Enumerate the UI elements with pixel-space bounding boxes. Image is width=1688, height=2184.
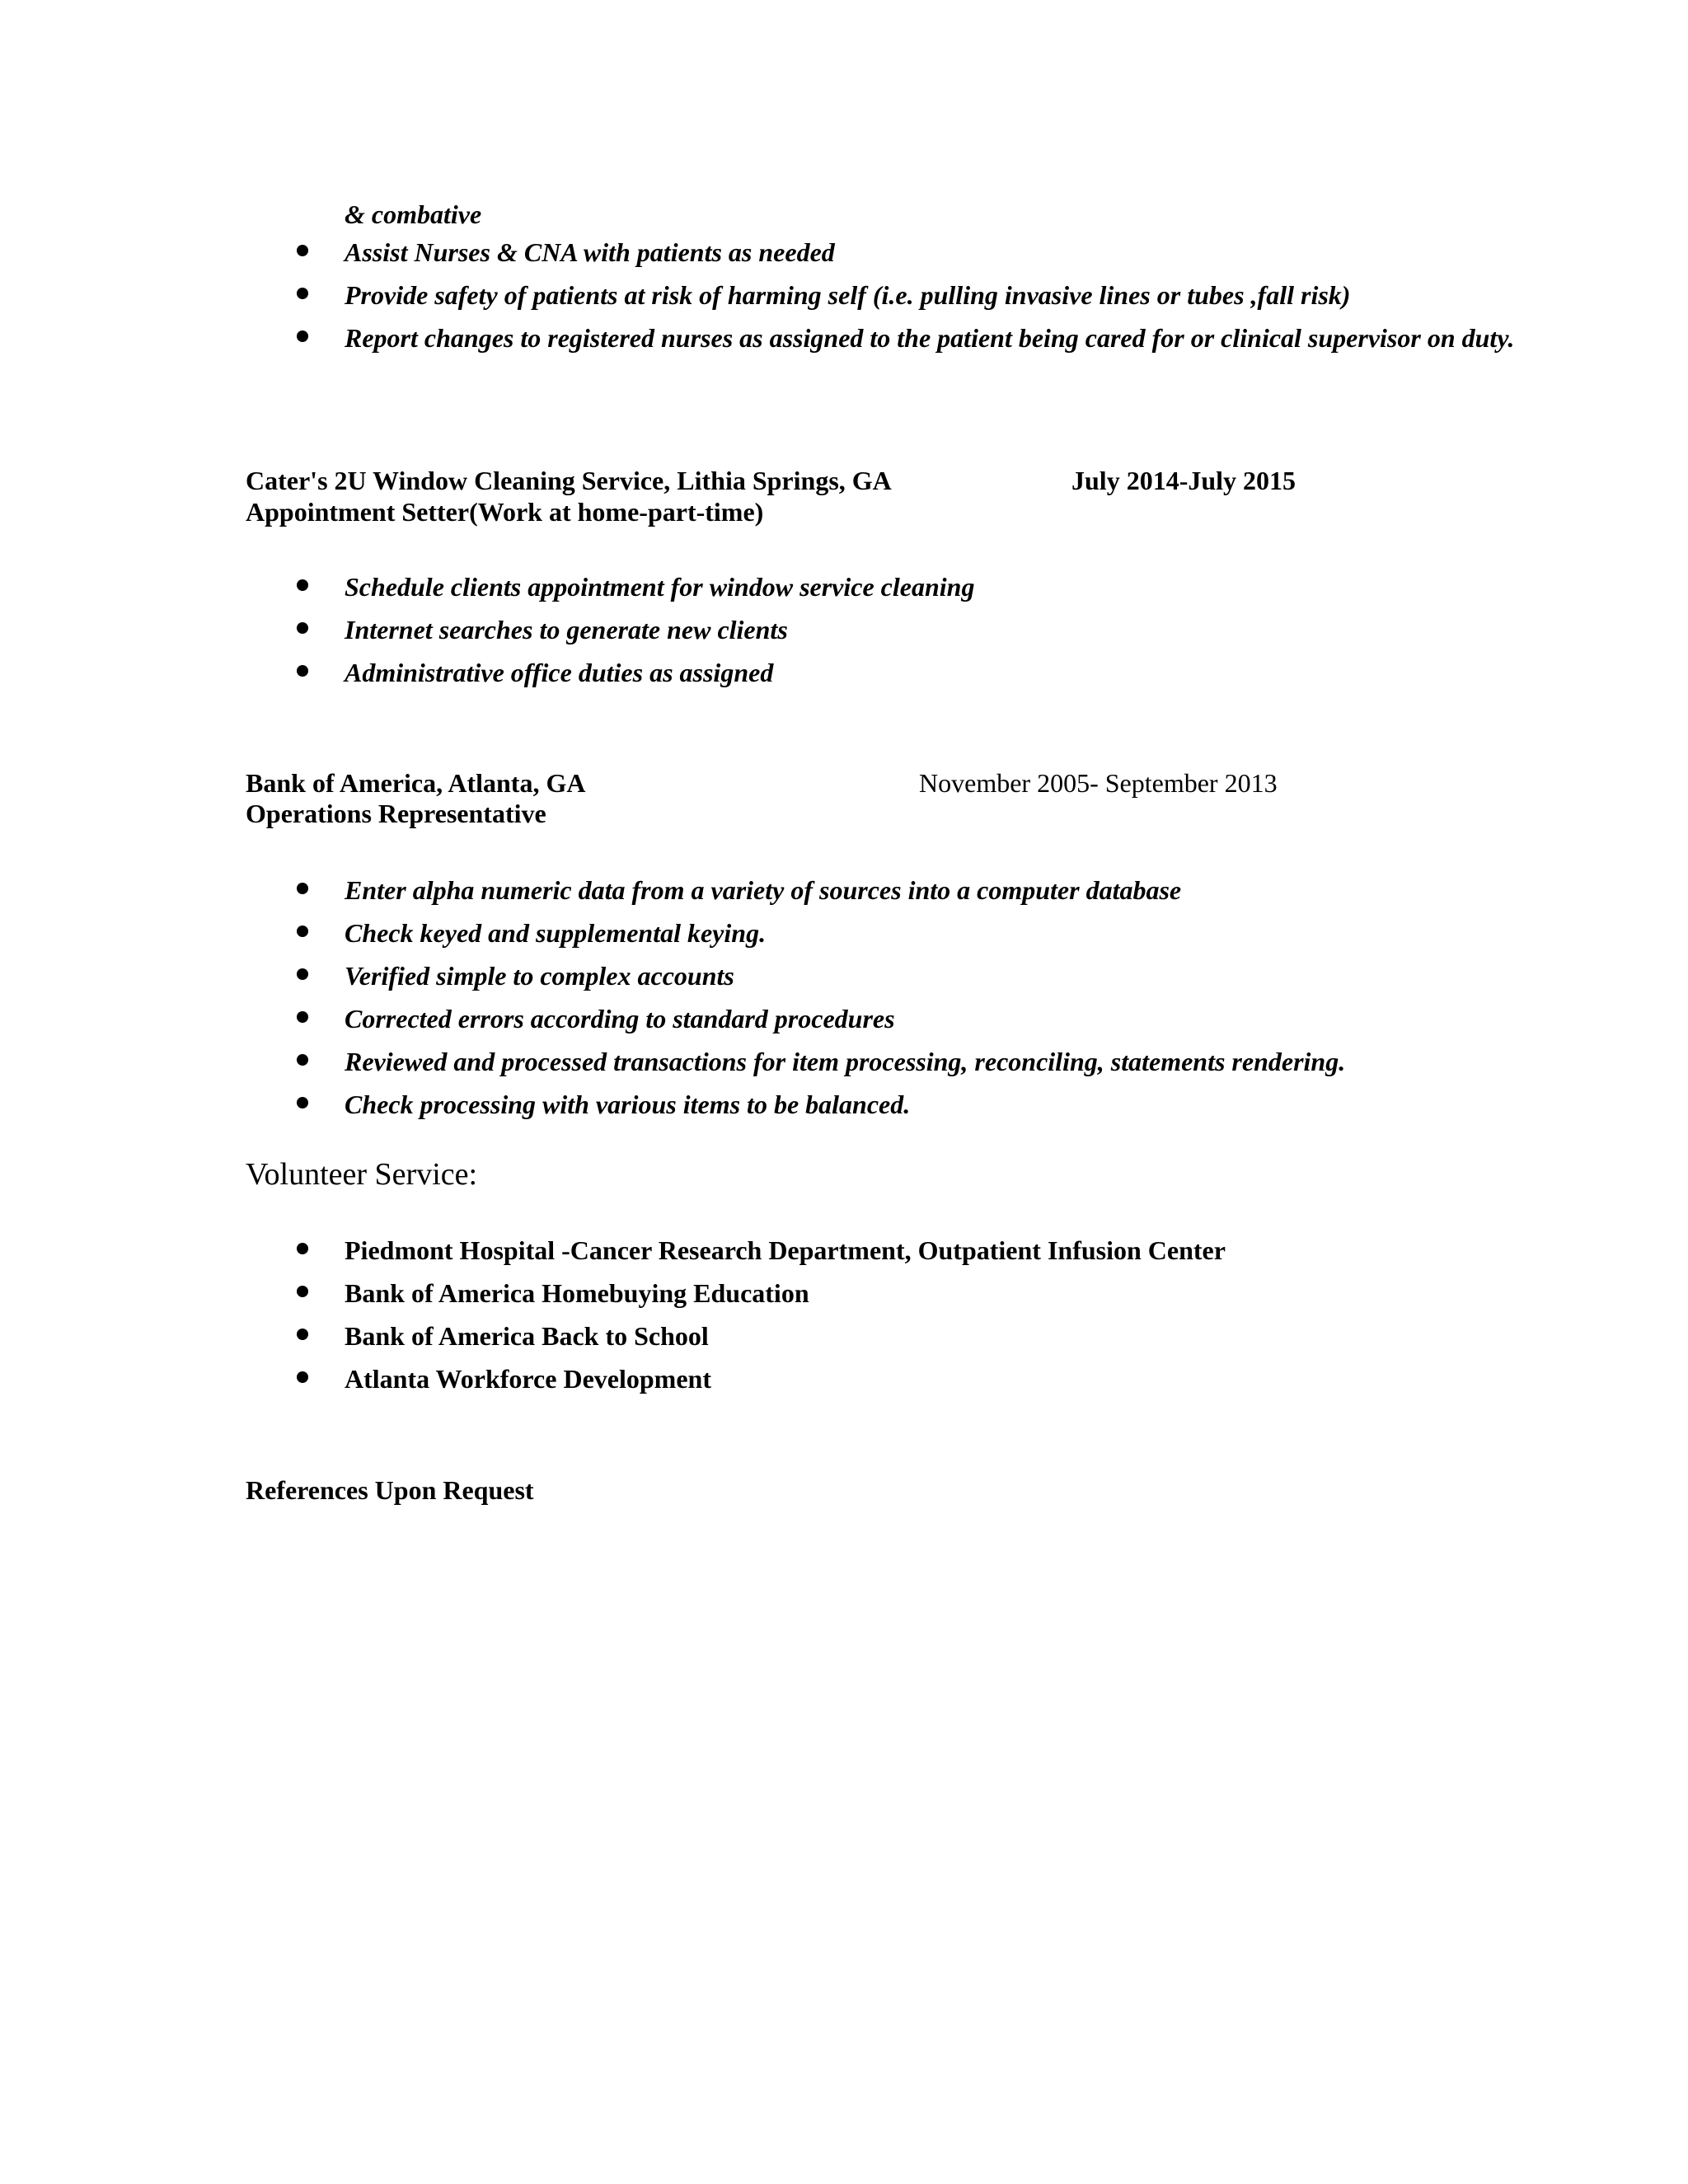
bullet-icon [297, 926, 308, 937]
list-item: Internet searches to generate new clients [247, 613, 974, 656]
bullet-icon [297, 579, 308, 591]
list-item: Provide safety of patients at risk of harming self (i.e. pulling invasive lines or tubes ,fall risk) [247, 279, 1533, 321]
job-dates: July 2014-July 2015 [1071, 466, 1296, 495]
bullet-icon [297, 330, 308, 342]
list-item: Piedmont Hospital -Cancer Research Department, Outpatient Infusion Center [247, 1234, 1226, 1277]
list-item: Verified simple to complex accounts [247, 959, 1345, 1002]
bullet-icon [297, 1011, 308, 1023]
list-item: Schedule clients appointment for window service cleaning [247, 570, 974, 613]
list-item: Report changes to registered nurses as assigned to the patient being cared for or clinical supervisor on duty. [247, 321, 1533, 354]
bullet-icon [297, 245, 308, 256]
list-item: Bank of America Back to School [247, 1319, 1226, 1362]
bullet-icon [297, 883, 308, 894]
job-dates: November 2005- September 2013 [919, 768, 1278, 798]
bullet-icon [297, 665, 308, 677]
references-note: References Upon Request [246, 1475, 534, 1505]
bullet-icon [297, 1286, 308, 1297]
bullet-icon [297, 288, 308, 299]
bullet-icon [297, 968, 308, 980]
bullet-icon [297, 1243, 308, 1254]
list-item: Administrative office duties as assigned [247, 656, 974, 699]
bullet-icon [297, 622, 308, 634]
list-item: Check processing with various items to be balanced. [247, 1088, 1345, 1131]
bullet-icon [297, 1097, 308, 1108]
list-item: Corrected errors according to standard procedures [247, 1002, 1345, 1045]
bullet-icon [297, 1371, 308, 1383]
list-item: Bank of America Homebuying Education [247, 1277, 1226, 1319]
list-item: Check keyed and supplemental keying. [247, 916, 1345, 959]
list-item: Atlanta Workforce Development [247, 1362, 1226, 1405]
section-heading-volunteer: Volunteer Service: [246, 1157, 478, 1192]
bullet-icon [297, 1054, 308, 1066]
list-item: Assist Nurses & CNA with patients as needed [247, 236, 1533, 279]
job-employer: Bank of America, Atlanta, GA [246, 768, 586, 798]
job-title: Operations Representative [246, 799, 546, 828]
continued-bullet-text: & combative [345, 199, 482, 229]
bullet-icon [297, 1329, 308, 1340]
job-employer: Cater's 2U Window Cleaning Service, Lithia Springs, GA [246, 466, 892, 495]
list-item: Enter alpha numeric data from a variety of sources into a computer database [247, 874, 1345, 916]
job-title: Appointment Setter(Work at home-part-time) [246, 497, 764, 527]
list-item: Reviewed and processed transactions for item processing, reconciling, statements rendering. [247, 1045, 1345, 1088]
